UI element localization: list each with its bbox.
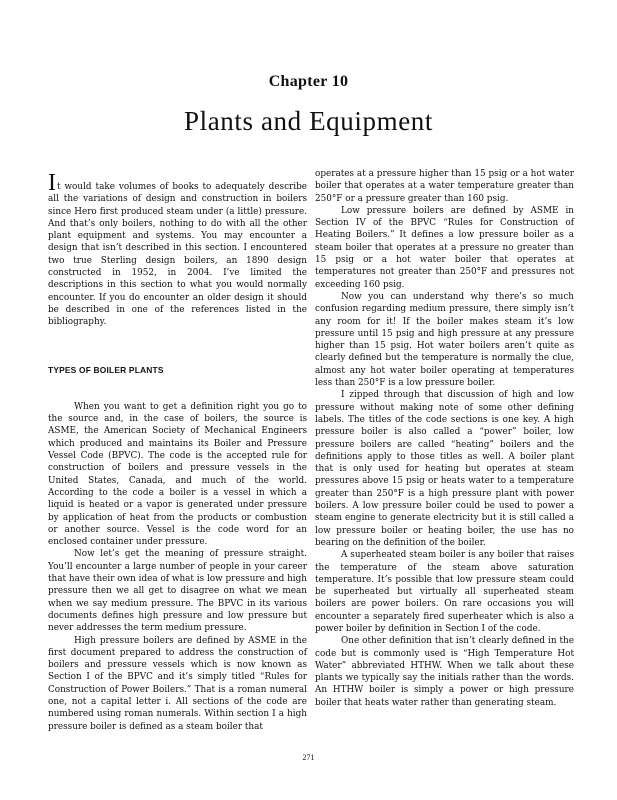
intro-paragraph	[48, 170, 307, 329]
body-paragraph: Now let’s get the meaning of pressure straight. You’ll encounter a large number of people in your career that have their own idea of what is low pressure and high pressure then we all get to disagree on what we mean when we say medium pressure. The BPVC in its various documents defines high pressure and low pressure but never addresses the term medium pressure.	[48, 549, 307, 634]
continued-paragraph: operates at a pressure higher than 15 psig or a hot water boiler that operates at a water temperature greater than 250°F or a pressure greater than 160 psig.	[315, 169, 574, 204]
body-paragraph: I zipped through that discussion of high and low pressure without making note of some other defining labels. The titles of the code sections is one key. A high pressure boiler is also called a “power” boiler, low pressure boilers are called “heating” boilers and the definitions apply to those titles as well. A boiler plant that is only used for heating but operates at steam pressures above 15 psig or heats water to a temperature greater than 250°F is a high pressure plant with power boilers. A low pressure boiler could be used to power a steam engine to generate electricity but it is still called a low pressure boiler or heating boiler, the use has no bearing on the definition of the boiler.	[315, 390, 574, 548]
intro-text: t would take volumes of books to adequately describe all the variations of design and construction in boilers since Hero first produced steam under (a little) pressure. And that’s only boilers, nothing to do with all the other plant equipment and systems. You may encounter a design that isn’t described in this section. I encountered two true Sterling design boilers, an 1890 design constructed in 1952, in 2004. I’ve limited the descriptions in this section to what you would normally encounter. If you do encounter an older design it should be described in one of the references listed in the bibliography.	[48, 182, 307, 328]
right-column	[315, 168, 574, 709]
chapter-title: Plants and Equipment	[184, 106, 433, 136]
page-number: 271	[302, 753, 315, 762]
body-paragraph: One other definition that isn’t clearly defined in the code but is commonly used is “High Temperature Hot Water” abbreviated HTHW. When we talk about these plants we typically say the initials rather than the words. An HTHW boiler is simply a power or high pressure boiler that heats water rather than generating steam.	[315, 636, 574, 708]
section-heading: TYPES OF BOILER PLANTS	[48, 364, 164, 375]
body-paragraph: A superheated steam boiler is any boiler that raises the temperature of the steam above saturation temperature. It’s possible that low pressure steam could be superheated but virtually all superheated steam boilers are power boilers. On rare occasions you will encounter a separately fired superheater which is also a power boiler by definition in Section I of the code.	[315, 550, 574, 634]
body-paragraph: Now you can understand why there’s so much confusion regarding medium pressure, there simply isn’t any room for it! If the boiler makes steam it’s low pressure until 15 psig and high pressure at any pressure higher than 15 psig. Hot water boilers aren’t quite as clearly defined but the temperature is normally the clue, almost any hot water boiler operating at temperatures less than 250°F is a low pressure boiler.	[315, 291, 574, 389]
chapter-number: Chapter 10	[268, 73, 349, 90]
body-paragraph: Low pressure boilers are defined by ASME in Section IV of the BPVC “Rules for Construction of Heating Boilers.” It defines a low pressure boiler as a steam boiler that operates at a pressure no greater than 15 psig or a hot water boiler that operates at temperatures not greater than 250°F and pressures not exceeding 160 psig.	[315, 205, 574, 290]
left-column	[48, 168, 307, 733]
body-paragraph: High pressure boilers are defined by ASME in the first document prepared to address the construction of boilers and pressure vessels which is now known as Section I of the BPVC and it’s simply titled “Rules for Construction of Power Boilers.” That is a roman numeral one, not a capital letter i. All sections of the code are numbered using roman numerals. Within section I a high pressure boiler is defined as a steam boiler that	[48, 635, 307, 732]
drop-cap: I	[48, 170, 56, 196]
body-paragraph: When you want to get a definition right you go to the source and, in the case of boilers, the source is ASME, the American Society of Mechanical Engineers which produced and maintains its Boiler and Pressure Vessel Code (BPVC). The code is the accepted rule for construction of boilers and pressure vessels in the United States, Canada, and much of the world. According to the code a boiler is a vessel in which a liquid is heated or a vapor is generated under pressure by application of heat from the products or combustion or another source. Vessel is the code word for an enclosed container under pressure.	[48, 401, 307, 548]
